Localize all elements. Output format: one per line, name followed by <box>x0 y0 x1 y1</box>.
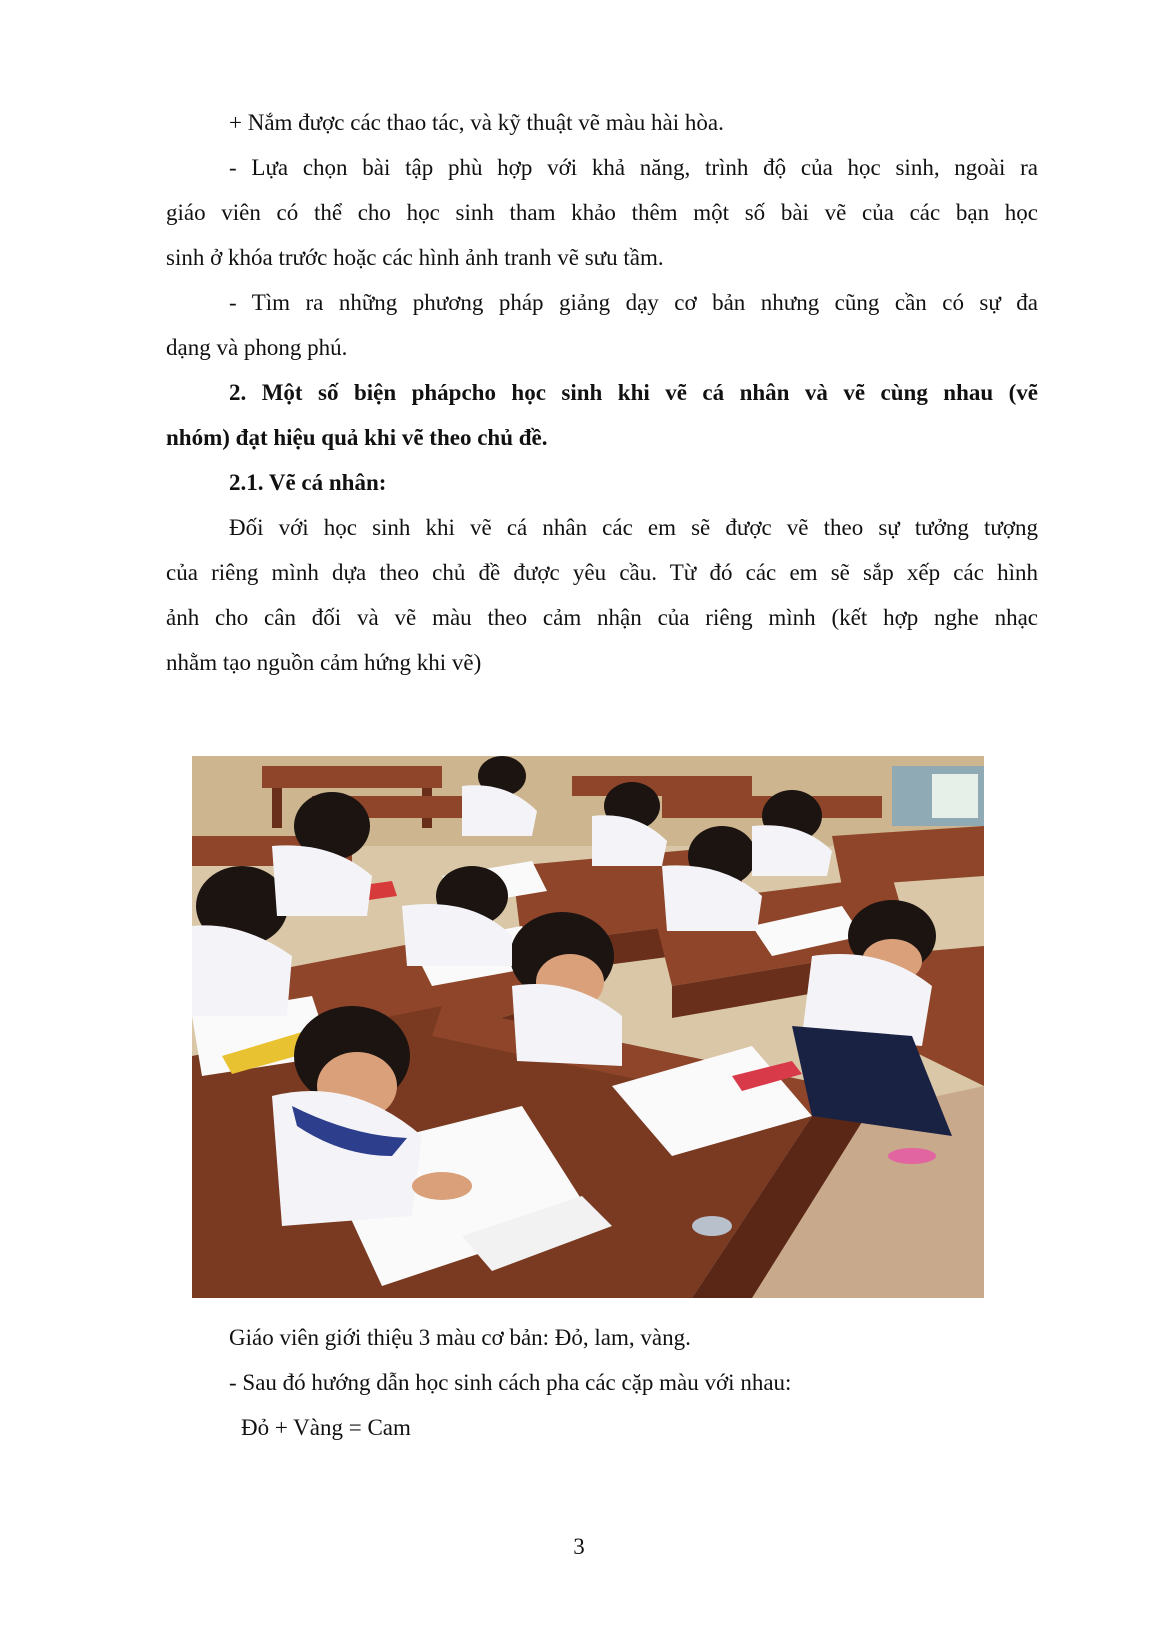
paragraph-line: - Sau đó hướng dẫn học sinh cách pha các cặp màu với nhau: <box>229 1370 792 1395</box>
paragraph-line: ảnh cho cân đối và vẽ màu theo cảm nhận của riêng mình (kết hợp nghe nhạc <box>166 605 1038 630</box>
paragraph-line: giáo viên có thể cho học sinh tham khảo thêm một số bài vẽ của các bạn học <box>166 200 1038 225</box>
paragraph-line: nhằm tạo nguồn cảm hứng khi vẽ) <box>166 650 482 675</box>
paragraph-line: - Tìm ra những phương pháp giảng dạy cơ bản nhưng cũng cần có sự đa <box>229 290 1038 315</box>
paragraph-line: sinh ở khóa trước hoặc các hình ảnh tranh vẽ sưu tầm. <box>166 245 664 270</box>
page-number: 3 <box>573 1534 585 1559</box>
formula-line: Đỏ + Vàng = Cam <box>241 1415 411 1440</box>
paragraph-line: dạng và phong phú. <box>166 335 348 360</box>
classroom-photo <box>192 756 984 1298</box>
paragraph-line: Đối với học sinh khi vẽ cá nhân các em sẽ được vẽ theo sự tưởng tượng <box>229 515 1038 540</box>
paragraph-line: của riêng mình dựa theo chủ đề được yêu cầu. Từ đó các em sẽ sắp xếp các hình <box>166 560 1038 585</box>
bullet-line: + Nắm được các thao tác, và kỹ thuật vẽ màu hài hòa. <box>229 110 724 135</box>
section-heading: nhóm) đạt hiệu quả khi vẽ theo chủ đề. <box>166 425 548 450</box>
section-heading: 2. Một số biện phápcho học sinh khi vẽ cá nhân và vẽ cùng nhau (vẽ <box>229 380 1038 405</box>
subsection-heading: 2.1. Vẽ cá nhân: <box>229 470 387 495</box>
paragraph-line: - Lựa chọn bài tập phù hợp với khả năng, trình độ của học sinh, ngoài ra <box>229 155 1038 180</box>
paragraph-line: Giáo viên giới thiệu 3 màu cơ bản: Đỏ, lam, vàng. <box>229 1325 691 1350</box>
